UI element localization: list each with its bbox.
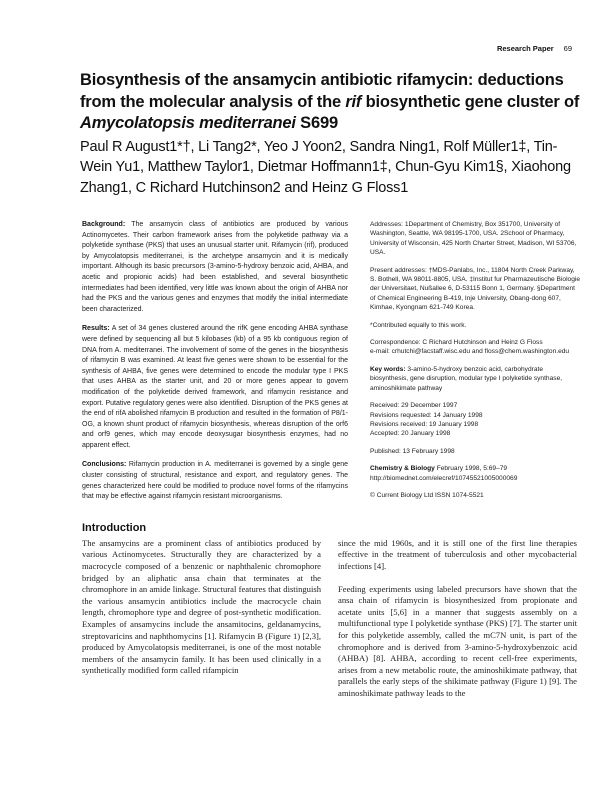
keywords xyxy=(370,365,580,393)
text: February 1998, 5:69–79 xyxy=(434,465,508,473)
title-strain: S699 xyxy=(295,114,338,132)
text: Rifamycin production in A. mediterranei is governed by a single gene cluster consisting of structural, resistance and export, and regulatory genes. The genes characterized here could be modified to produce novel forms of the rifamycins that may be effective against rifamycin resistant microorganisms. xyxy=(82,461,348,501)
body-column-right xyxy=(338,538,577,711)
abstract-results xyxy=(82,324,348,451)
section-heading: Introduction xyxy=(82,521,147,534)
dates xyxy=(370,401,580,439)
title-text: biosynthetic gene cluster of xyxy=(361,92,580,111)
received: Received: 29 December 1997 xyxy=(370,402,458,410)
email[interactable]: e-mail: crhutchi@facstaff.wisc.edu and floss@chem.washington.edu xyxy=(370,348,570,356)
addresses: Addresses: 1Department of Chemistry, Box 351700, University of Washington, Seattle, WA 98195-1700, USA. 2School of Pharmacy, University of Wisconsin, 425 North Charter Street, Madison, WI 53706, USA. xyxy=(370,221,577,257)
abstract-background xyxy=(82,220,348,315)
label: Conclusions: xyxy=(82,461,127,469)
body-column-left xyxy=(82,538,321,711)
body-columns xyxy=(82,538,580,711)
abstract-conclusions xyxy=(82,460,348,502)
paragraph: since the mid 1960s, and it is still one of the first line therapies effective in the treatment of tuberculosis and other mycobacterial infections [4]. xyxy=(338,537,577,572)
article-title xyxy=(80,70,580,135)
journal: Chemistry & Biology xyxy=(370,465,435,473)
accepted: Accepted: 20 January 1998 xyxy=(370,430,451,438)
front-matter xyxy=(82,220,580,512)
label: Results: xyxy=(82,325,110,333)
title-gene: rif xyxy=(345,92,362,111)
revisions-requested: Revisions requested: 14 January 1998 xyxy=(370,411,483,419)
section-label: Research Paper xyxy=(496,44,554,53)
label: Key words: xyxy=(370,365,406,373)
author-list: Paul R August1*†, Li Tang2*, Yeo J Yoon2, Sandra Ning1, Rolf Müller1‡, Tin-Wein Yu1, Matthew Taylor1, Dietmar Hoffmann1‡, Chun-Gyu Kim1§, Xiaohong Zhang1, C Richard Hutchinson2 and Heinz G Floss1 xyxy=(80,138,571,196)
abstract xyxy=(82,220,348,512)
equal-contribution: *Contributed equally to this work. xyxy=(370,321,467,329)
text: The ansamycin class of antibiotics are produced by various Actinomycetes. Their carbon framework arises from the polyketide pathway via a polyketide synthase (PKS) that uses an unusual starter unit. Rifamycin (rif), produced by Amycolatopsis mediterranei, is the archetype ansamycin and it is medically important. Although its basic precursors (3-amino-5-hydroxy benzoic acid, AHBA, and acetic and propionic acids) had been established, and several biosynthetic intermediates had been identified, very little was known about the origin of AHBA nor had the PKS and the various genes and enzymes that modify the initial intermediate been characterized. xyxy=(82,221,348,313)
revisions-received: Revisions received: 19 January 1998 xyxy=(370,420,479,428)
url-link[interactable]: http://biomednet.com/elecref/10745521005000069 xyxy=(370,474,518,482)
correspondence xyxy=(370,338,580,357)
page-number: 69 xyxy=(563,44,572,53)
citation xyxy=(370,464,580,483)
paragraph: Feeding experiments using labeled precursors have shown that the ansa chain of rifamycin is biosynthesized from propionate and acetate units [5,6] in a manner that suggests assembly on a multifunctional type I polyketide synthase (PKS) [7]. The starter unit for this polyketide assembly, called the mC7N unit, is part of the chromophore and is derived from 3-amino-5-hydroxybenzoic acid (AHBA) [8]. AHBA, according to recent cell-free experiments, arises from a new metabolic route, the aminoshikimate pathway, that parallels the early steps of the shikimate pathway (Figure 1) [9]. The aminoshikimate pathway leads to the xyxy=(338,583,577,698)
title-organism: Amycolatopsis mediterranei xyxy=(80,114,296,132)
title-text: Biosynthesis of the ansamycin antibiotic rifamycin: deductions from the molecular analysis of the xyxy=(80,71,564,111)
label: Background: xyxy=(82,221,126,228)
article-info xyxy=(370,220,580,512)
text: 3-amino-5-hydroxy benzoic acid, carbohydrate biosynthesis, gene disruption, modular type I polyketide synthase, aminoshikimate pathway xyxy=(370,365,563,392)
published: Published: 13 February 1998 xyxy=(370,447,455,455)
running-header xyxy=(497,44,572,53)
copyright: © Current Biology Ltd ISSN 1074-5521 xyxy=(370,491,484,499)
text: Correspondence: C Richard Hutchinson and Heinz G Floss xyxy=(370,339,543,347)
text: A set of 34 genes clustered around the rifK gene encoding AHBA synthase were defined by sequencing all but 5 kilobases (kb) of a 95 kb contiguous region of DNA from A. mediterranei. The involvement of some of the genes in the biosynthesis of rifamycin B was examined. At least five genes were shown to be essential for the synthesis of AHBA, five genes were determined to encode the modular type I PKS that uses AHBA as the starter unit, and 20 or more genes appear to govern modification of the polyketide derived framework, and rifamycin resistance and export. Putative regulatory genes were also identified. Disruption of the PKS genes at the end of rifA abolished rifamycin B production and resulted in the formation of P8/1-OG, a known shunt product of rifamycin biosynthesis, whereas disruption of the orf6 and orf9 genes, which may encode deoxysugar biosynthesis enzymes, had no apparent effect. xyxy=(82,325,348,449)
present-addresses: Present addresses: †MDS-Panlabs, Inc., 11804 North Creek Parkway, S. Bothell, WA 98011-8805, USA. ‡Institut fur Pharmazeutische Biologie der Universitaet, Nußallee 6, D-53115 Bonn 1, Germany. §Department of Chemical Engineering B-419, Inje University, Obang-dong 607, Kimhae, Kyongnam 621-749 Korea. xyxy=(370,266,581,312)
paragraph: The ansamycins are a prominent class of antibiotics produced by various Actinomycetes. Structurally they are characterized by a macrocycle composed of a benzenic or naphthalenic chromophore bridged by an aliphatic ansa chain that terminates at the chromophore in an amide linkage. Structural features that distinguish the various ansamycin antibiotics include the macrocycle chain length, chromophore type and degree of post-synthetic modification. Examples of ansamycins include the ansamitocins, geldanamycins, streptovaricins and naphthomycins [1]. Rifamycin B (Figure 1) [2,3], produced by Amycolatopsis mediterranei, is one of the most notable members of the ansamycin family. It has been used clinically in a synthetically modified form called rifampicin xyxy=(82,537,321,676)
